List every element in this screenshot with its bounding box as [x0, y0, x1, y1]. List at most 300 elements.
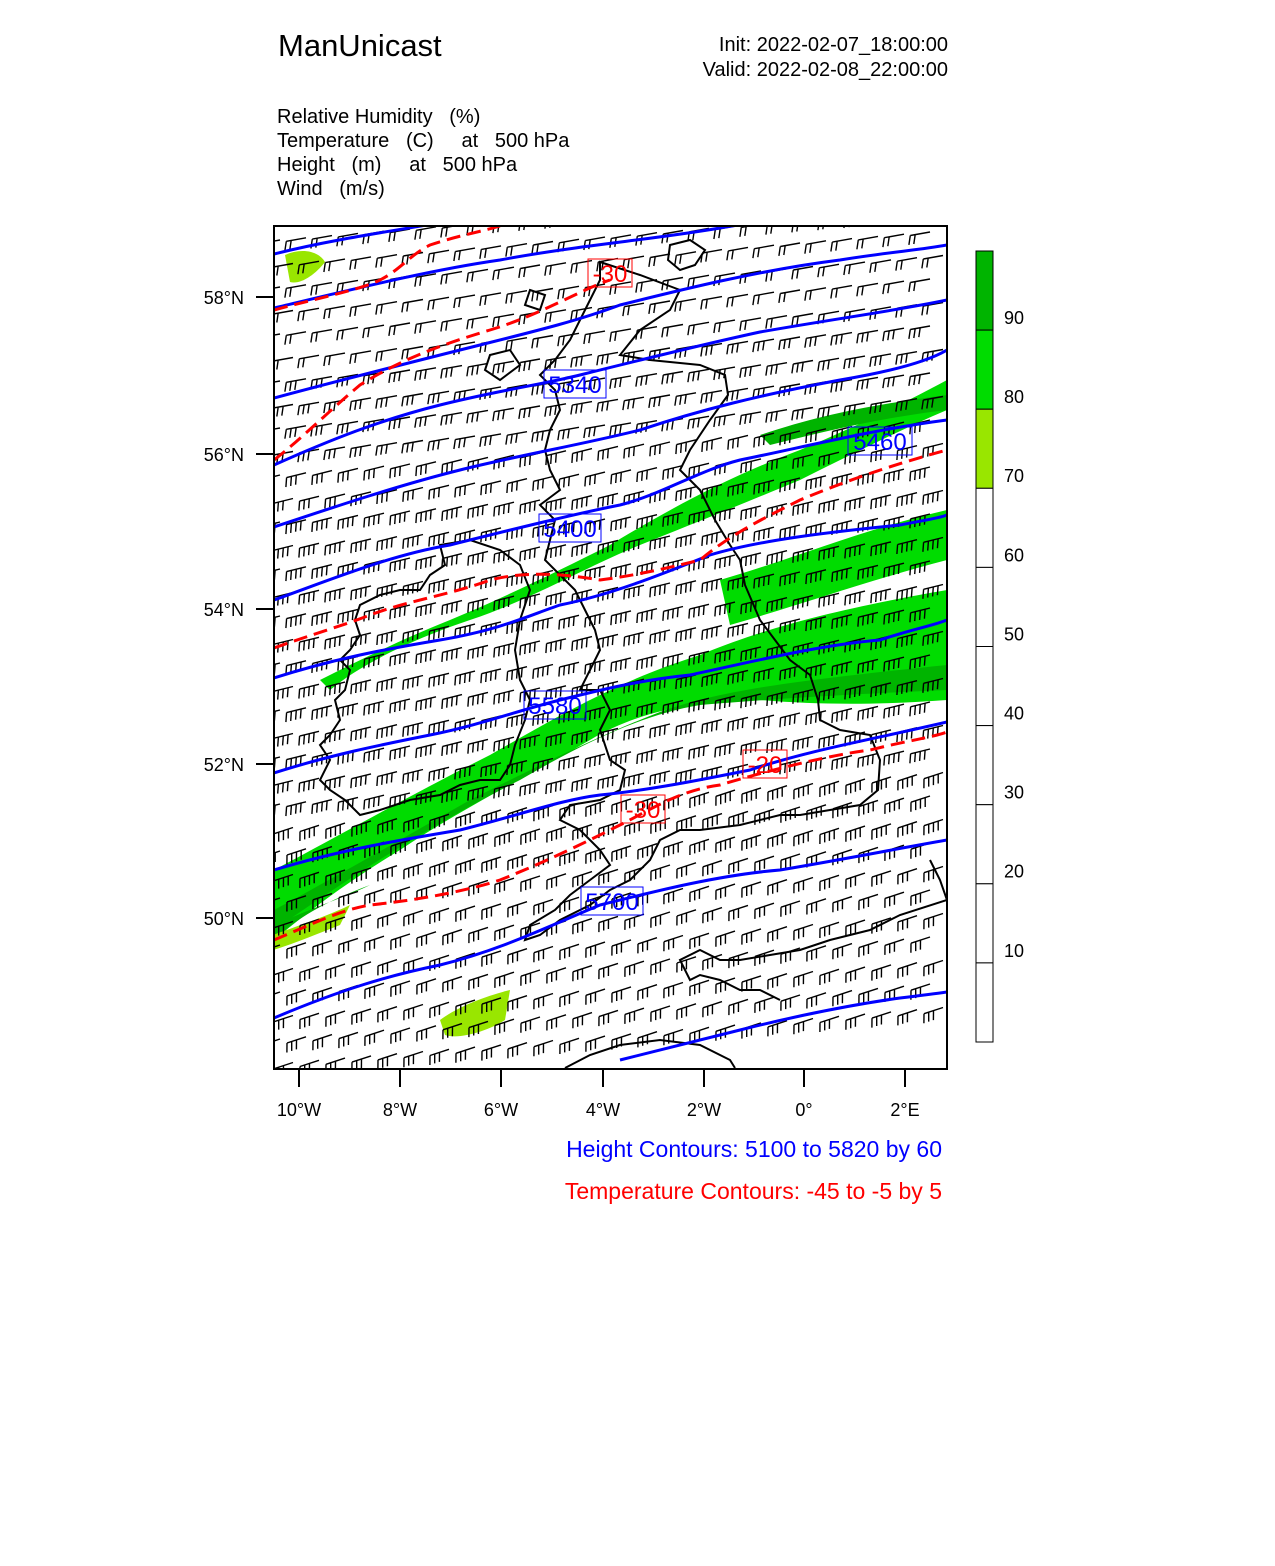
lat-tick-label: 52°N	[203, 755, 244, 775]
wind-barb	[768, 880, 787, 896]
wind-barb	[805, 194, 826, 207]
wind-barb	[572, 778, 592, 792]
wind-barb	[831, 192, 852, 205]
wind-barb	[768, 927, 787, 943]
lat-tick-label: 56°N	[203, 445, 244, 465]
wind-barb	[792, 408, 813, 421]
wind-barb	[728, 717, 748, 731]
wind-barb	[300, 825, 319, 841]
wind-barb	[870, 260, 891, 273]
wind-barb	[638, 1032, 657, 1048]
wind-barb	[597, 211, 618, 224]
wind-barb	[417, 932, 436, 948]
wind-barb	[274, 969, 293, 985]
wind-barb	[611, 658, 631, 672]
wind-barb	[872, 777, 891, 793]
wind-barb	[415, 227, 436, 240]
wind-barb	[299, 543, 319, 557]
wind-barb	[285, 332, 306, 345]
wind-barb	[469, 974, 488, 990]
colorbar-segment	[976, 884, 993, 963]
wind-barb	[403, 535, 423, 549]
colorbar-segment	[976, 251, 993, 330]
wind-barb	[885, 798, 904, 814]
wind-barb	[702, 626, 722, 640]
wind-barb	[753, 245, 774, 258]
wind-barb	[558, 427, 579, 440]
wind-barb	[923, 491, 943, 505]
wind-barb	[430, 861, 449, 877]
wind-barb	[638, 938, 657, 954]
wind-barb	[389, 370, 410, 383]
wind-barb	[831, 286, 852, 299]
chart-title: ManUnicast	[278, 28, 442, 63]
wind-barb	[792, 361, 813, 374]
wind-barb	[599, 916, 618, 932]
wind-barb	[261, 992, 280, 1008]
wind-barb	[885, 892, 904, 908]
wind-barb	[324, 259, 345, 272]
wind-barb	[884, 469, 904, 483]
wind-barb	[403, 676, 423, 690]
wind-barb	[675, 393, 696, 406]
wind-barb	[883, 375, 904, 388]
wind-barb	[677, 863, 696, 879]
wind-barb	[858, 706, 878, 720]
wind-barb	[663, 466, 683, 480]
wind-barb	[364, 795, 384, 809]
wind-barb	[508, 902, 527, 918]
wind-barb	[454, 295, 475, 308]
wind-barb	[779, 290, 800, 303]
wind-barb	[378, 960, 397, 976]
wind-barb	[833, 991, 852, 1007]
wind-barb	[883, 281, 904, 294]
lon-tick-label: 6°W	[483, 1100, 519, 1120]
wind-barb	[690, 839, 709, 855]
wind-barb	[883, 187, 904, 200]
wind-barb	[846, 967, 865, 983]
wind-barb	[546, 498, 566, 512]
wind-barb	[896, 211, 917, 224]
colorbar-segment	[976, 963, 993, 1042]
wind-barb	[689, 745, 709, 759]
height-contours-note: Height Contours: 5100 to 5820 by 60	[566, 1136, 942, 1162]
wind-barb	[468, 645, 488, 659]
wind-barb	[506, 291, 527, 304]
wind-barb	[298, 355, 319, 368]
wind-barb	[534, 994, 553, 1010]
wind-barb	[650, 724, 670, 738]
wind-barb	[727, 200, 748, 213]
wind-barb	[898, 869, 917, 885]
wind-barb	[740, 318, 761, 331]
wind-barb	[884, 704, 904, 718]
wind-barb	[755, 903, 774, 919]
wind-barb	[807, 993, 826, 1009]
wind-barb	[506, 432, 527, 445]
lon-tick-label: 8°W	[382, 1100, 418, 1120]
wind-barb	[884, 751, 904, 765]
wind-barb	[545, 310, 566, 323]
height-label: 5400	[543, 516, 597, 543]
wind-barb	[675, 205, 696, 218]
wind-barb	[572, 543, 592, 557]
colorbar-segment	[976, 488, 993, 567]
wind-barb	[456, 1047, 475, 1063]
wind-barb	[651, 912, 670, 928]
wind-barb	[585, 754, 605, 768]
wind-barb	[507, 479, 527, 493]
wind-barb	[259, 428, 280, 441]
wind-barb	[611, 611, 631, 625]
wind-barb	[871, 495, 891, 509]
wind-barb	[714, 367, 735, 380]
wind-barb	[442, 742, 462, 756]
wind-barb	[742, 788, 761, 804]
colorbar-tick-label: 70	[1004, 466, 1025, 487]
wind-barb	[701, 391, 722, 404]
wind-barb	[898, 1010, 917, 1026]
wind-barb	[495, 831, 514, 847]
wind-barb	[898, 822, 917, 838]
wind-barb	[805, 241, 826, 254]
wind-barb	[273, 546, 293, 560]
wind-barb	[546, 780, 566, 794]
wind-barb	[547, 874, 566, 890]
wind-barb	[441, 366, 462, 379]
wind-barb	[794, 878, 813, 894]
wind-barb	[637, 750, 657, 764]
wind-barb	[521, 970, 540, 986]
wind-barb	[898, 916, 917, 932]
wind-barb	[897, 493, 917, 507]
wind-barb	[532, 336, 553, 349]
wind-barb	[441, 319, 462, 332]
temperature-label: -30	[625, 797, 661, 824]
height-label: 5340	[548, 372, 602, 399]
wind-barb	[624, 773, 644, 787]
wind-barb	[598, 775, 618, 789]
wind-barb	[870, 213, 891, 226]
wind-barb	[753, 339, 774, 352]
wind-barb	[350, 304, 371, 317]
lon-tick-label: 2°E	[890, 1100, 920, 1120]
wind-barb	[805, 288, 826, 301]
wind-barb	[494, 643, 514, 657]
wind-barb	[274, 1063, 293, 1079]
wind-barb	[364, 748, 384, 762]
wind-barb	[924, 961, 943, 977]
wind-barb	[794, 831, 813, 847]
wind-barb	[403, 488, 423, 502]
wind-barb	[742, 929, 761, 945]
wind-barb	[312, 800, 332, 814]
colorbar-segment	[976, 330, 993, 409]
wind-barb	[558, 333, 579, 346]
wind-barb	[807, 946, 826, 962]
wind-barb	[831, 333, 852, 346]
wind-barb	[664, 889, 683, 905]
wind-barb	[417, 1026, 436, 1042]
wind-barb	[573, 966, 592, 982]
wind-barb	[416, 650, 436, 664]
wind-barb	[741, 506, 761, 520]
wind-barb	[779, 337, 800, 350]
wind-barb	[339, 938, 358, 954]
wind-barb	[378, 866, 397, 882]
wind-barb	[818, 264, 839, 277]
wind-barb	[376, 349, 397, 362]
wind-barb	[377, 772, 397, 786]
wind-barb	[482, 904, 501, 920]
wind-barb	[716, 837, 735, 853]
wind-barb	[767, 739, 787, 753]
wind-barb	[351, 586, 371, 600]
wind-barb	[651, 959, 670, 975]
wind-barb	[520, 782, 540, 796]
wind-barb	[571, 214, 592, 227]
colorbar-tick-label: 30	[1004, 782, 1025, 803]
wind-barb	[260, 522, 280, 536]
wind-barb	[571, 402, 592, 415]
wind-barb	[272, 358, 293, 371]
wind-barb	[468, 739, 488, 753]
wind-barb	[805, 335, 826, 348]
wind-barb	[611, 470, 631, 484]
wind-barb	[572, 449, 592, 463]
colorbar-tick-label: 20	[1004, 861, 1025, 882]
lon-tick-label: 2°W	[686, 1100, 722, 1120]
wind-barb	[911, 890, 930, 906]
colorbar-tick-label: 80	[1004, 387, 1025, 408]
wind-barb	[690, 933, 709, 949]
wind-barb	[442, 695, 462, 709]
wind-barb	[299, 731, 319, 745]
colorbar-tick-label: 50	[1004, 624, 1025, 645]
wind-barb	[741, 553, 761, 567]
wind-barb	[560, 944, 579, 960]
wind-barb	[429, 579, 449, 593]
wind-barb	[688, 369, 709, 382]
wind-barb	[390, 605, 410, 619]
wind-barb	[467, 316, 488, 329]
wind-barb	[833, 944, 852, 960]
wind-barb	[493, 314, 514, 327]
wind-barb	[807, 899, 826, 915]
wind-barb	[846, 826, 865, 842]
wind-barb	[611, 517, 631, 531]
wind-barb	[664, 842, 683, 858]
wind-barb	[820, 1016, 839, 1032]
wind-barb	[857, 189, 878, 202]
wind-barb	[637, 562, 657, 576]
wind-barb	[508, 1043, 527, 1059]
wind-barb	[442, 648, 462, 662]
wind-barb	[456, 906, 475, 922]
wind-barb	[324, 306, 345, 319]
wind-barb	[430, 908, 449, 924]
wind-barb	[365, 936, 384, 952]
wind-barb	[546, 639, 566, 653]
wind-barb	[365, 1030, 384, 1046]
wind-barb	[727, 341, 748, 354]
wind-barb	[467, 269, 488, 282]
wind-barb	[456, 859, 475, 875]
wind-barb	[597, 399, 618, 412]
wind-barb	[312, 518, 332, 532]
wind-barb	[857, 377, 878, 390]
wind-barb	[819, 499, 839, 513]
wind-barb	[429, 673, 449, 687]
wind-barb	[326, 964, 345, 980]
wind-barb	[911, 937, 930, 953]
wind-barb	[286, 614, 306, 628]
wind-barb	[675, 252, 696, 265]
wind-barb	[794, 925, 813, 941]
wind-barb	[494, 690, 514, 704]
wind-barb	[299, 684, 319, 698]
wind-barb	[885, 939, 904, 955]
wind-barb	[286, 473, 306, 487]
wind-barb	[559, 474, 579, 488]
wind-barb	[742, 835, 761, 851]
wind-barb	[312, 471, 332, 485]
wind-barb	[364, 466, 384, 480]
wind-barb	[299, 778, 319, 792]
wind-barb	[259, 334, 280, 347]
wind-barb	[573, 1013, 592, 1029]
wind-barb	[390, 511, 410, 525]
wind-barb	[663, 607, 683, 621]
wind-barb	[261, 851, 280, 867]
wind-barb	[454, 248, 475, 261]
wind-barb	[701, 297, 722, 310]
wind-barb	[428, 438, 449, 451]
wind-barb	[376, 255, 397, 268]
wind-barb	[729, 999, 748, 1015]
wind-barb	[898, 963, 917, 979]
wind-barb	[560, 1038, 579, 1054]
wind-barb	[455, 671, 475, 685]
wind-barb	[325, 635, 345, 649]
wind-barb	[285, 285, 306, 298]
wind-barb	[584, 331, 605, 344]
wind-barb	[469, 880, 488, 896]
map-content	[259, 185, 947, 1078]
wind-barb	[545, 404, 566, 417]
height-label: 5460	[853, 429, 907, 456]
wind-barb	[391, 981, 410, 997]
wind-barb	[300, 1013, 319, 1029]
wind-barb	[716, 790, 735, 806]
wind-barb	[402, 441, 423, 454]
wind-barb	[650, 630, 670, 644]
wind-barb	[729, 905, 748, 921]
wind-barb	[623, 303, 644, 316]
wind-barb	[416, 744, 436, 758]
wind-barb	[352, 962, 371, 978]
height-label: 5580	[528, 693, 582, 720]
wind-barb	[559, 756, 579, 770]
wind-barb	[455, 483, 475, 497]
wind-barb	[352, 915, 371, 931]
wind-barb	[663, 748, 683, 762]
wind-barb	[286, 708, 306, 722]
height-label: 5700	[585, 889, 639, 916]
wind-barb	[833, 897, 852, 913]
wind-barb	[571, 355, 592, 368]
colorbar-segment	[976, 409, 993, 488]
wind-barb	[636, 374, 657, 387]
wind-barb	[560, 991, 579, 1007]
wind-barb	[338, 515, 358, 529]
wind-barb	[598, 446, 618, 460]
wind-barb	[467, 410, 488, 423]
wind-barb	[416, 462, 436, 476]
wind-barb	[781, 995, 800, 1011]
wind-barb	[377, 631, 397, 645]
wind-barb	[337, 327, 358, 340]
wind-barb	[833, 803, 852, 819]
wind-barb	[806, 476, 826, 490]
wind-barb	[872, 824, 891, 840]
wind-barb	[676, 534, 696, 548]
temperature-label: -20	[747, 752, 783, 779]
wind-barb	[636, 280, 657, 293]
wind-barb	[480, 434, 501, 447]
wind-barb	[584, 425, 605, 438]
wind-barb	[690, 792, 709, 808]
temperature-label: -30	[592, 261, 628, 288]
wind-barb	[378, 913, 397, 929]
wind-barb	[520, 500, 540, 514]
wind-barb	[494, 502, 514, 516]
wind-barb	[924, 820, 943, 836]
wind-barb	[416, 603, 436, 617]
wind-barb	[480, 246, 501, 259]
wind-barb	[313, 941, 332, 957]
wind-barb	[285, 426, 306, 439]
wind-barb	[481, 481, 501, 495]
lon-tick-label: 4°W	[585, 1100, 621, 1120]
colorbar-segment	[976, 647, 993, 726]
wind-barb	[350, 398, 371, 411]
wind-barb	[377, 537, 397, 551]
wind-barb	[534, 947, 553, 963]
wind-barb	[857, 330, 878, 343]
wind-barb	[598, 634, 618, 648]
wind-barb	[675, 299, 696, 312]
wind-barb	[560, 897, 579, 913]
wind-barb	[586, 942, 605, 958]
wind-barb	[623, 397, 644, 410]
wind-barb	[909, 232, 930, 245]
colorbar-segment	[976, 567, 993, 646]
wind-barb	[612, 940, 631, 956]
wind-barb	[651, 865, 670, 881]
wind-barb	[846, 873, 865, 889]
wind-barb	[364, 513, 384, 527]
wind-barb	[547, 1015, 566, 1031]
wind-barb	[325, 541, 345, 555]
wind-barb	[519, 406, 540, 419]
wind-barb	[482, 1045, 501, 1061]
wind-barb	[688, 322, 709, 335]
wind-barb	[286, 567, 306, 581]
wind-barb	[727, 294, 748, 307]
wind-barb	[300, 966, 319, 982]
